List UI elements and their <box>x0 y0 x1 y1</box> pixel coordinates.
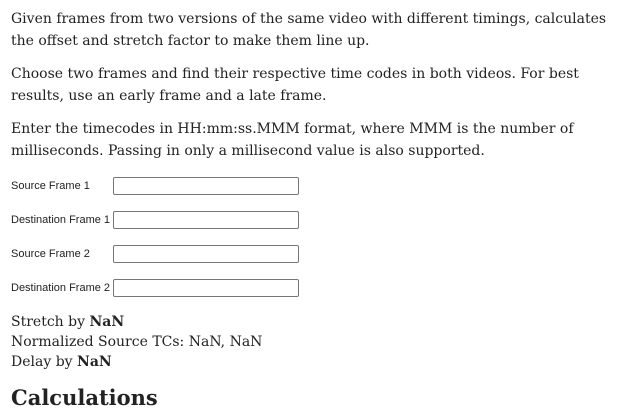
source-frame-1-input[interactable] <box>113 177 299 195</box>
stretch-label: Stretch by <box>11 314 90 330</box>
timecode-form <box>11 176 631 298</box>
intro-paragraph-1: Given frames from two versions of the same video with different timings, calculates the offset and stretch factor to make them line up. <box>11 11 607 49</box>
delay-value: NaN <box>77 354 112 370</box>
intro-paragraph-2: Choose two frames and find their respective time codes in both videos. For best results, use an early frame and a late frame. <box>11 66 579 104</box>
source-frame-2-row <box>11 244 631 264</box>
stretch-result <box>11 312 631 332</box>
normalized-source-tcs: Normalized Source TCs: NaN, NaN <box>11 334 263 350</box>
intro-paragraph-3: Enter the timecodes in HH:mm:ss.MMM format, where MMM is the number of milliseconds. Passing in only a millisecond value is also supported. <box>11 121 574 159</box>
destination-frame-2-input[interactable] <box>113 279 299 297</box>
stretch-value: NaN <box>89 314 125 330</box>
destination-frame-1-label: Destination Frame 1 <box>11 214 111 226</box>
delay-label: Delay by <box>11 354 78 370</box>
destination-frame-1-row <box>11 210 631 230</box>
source-frame-2-label: Source Frame 2 <box>11 248 90 260</box>
calculations-heading: Calculations <box>11 385 158 410</box>
source-frame-1-row <box>11 176 631 196</box>
source-frame-1-label: Source Frame 1 <box>11 180 90 192</box>
source-frame-2-input[interactable] <box>113 245 299 263</box>
destination-frame-1-input[interactable] <box>113 211 299 229</box>
results-section <box>11 312 631 372</box>
delay-result <box>11 352 631 372</box>
page-content <box>11 8 631 410</box>
destination-frame-2-label: Destination Frame 2 <box>11 282 111 294</box>
destination-frame-2-row <box>11 278 631 298</box>
